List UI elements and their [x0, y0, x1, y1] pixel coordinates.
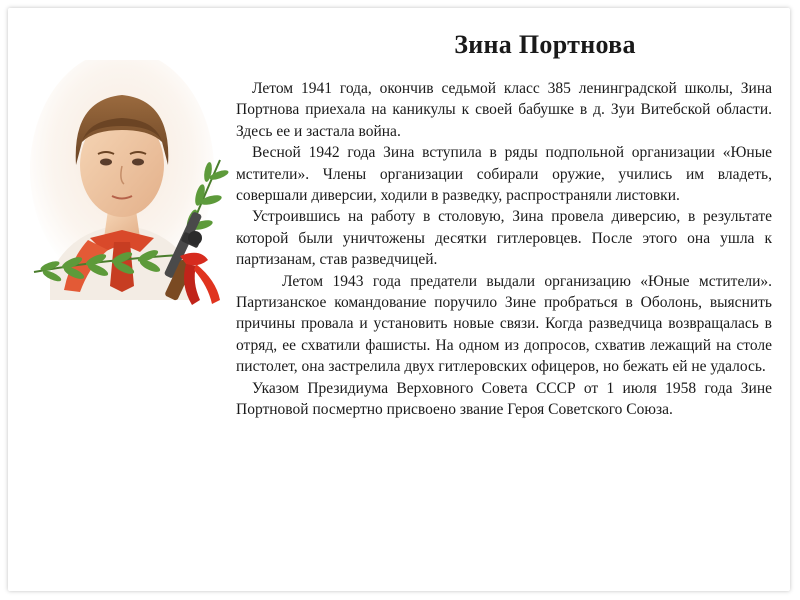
- paragraph-summer-1943: Летом 1943 года предатели выдали организацию «Юные мстители». Партизанское командование поручило Зине пробраться в Оболонь, выяснить причины провала и установить новые связи. Когда разведчица возвращалась в отряд, ее схватили фашисты. На одном из допросов, схватив лежащий на столе пистолет, она застрелила двух гитлеровских офицеров, но бежать ей не удалось.: [236, 272, 772, 376]
- portrait-illustration: [30, 60, 230, 320]
- page-title: Зина Портнова: [454, 30, 636, 59]
- biography-text: [236, 78, 772, 421]
- paragraph-hero-award: Указом Президиума Верховного Совета СССР от 1 июля 1958 года Зине Портновой посмертно присвоено звание Героя Советского Союза.: [236, 379, 772, 419]
- paragraph-spring-1942: Весной 1942 года Зина вступила в ряды подпольной организации «Юные мстители». Члены организации собирали оружие, учились им владеть, совершали диверсии, ходили в разведку, распространяли листовки.: [236, 144, 772, 205]
- paragraph-canteen-diversion: Устроившись на работу в столовую, Зина провела диверсию, в результате которой были уничтожены десятки гитлеровцев. После этого она ушла к партизанам, став разведчицей.: [236, 208, 772, 269]
- paragraph-summer-1941: Летом 1941 года, окончив седьмой класс 385 ленинградской школы, Зина Портнова приехала на каникулы к своей бабушке в д. Зуи Витебской области. Здесь ее и застала война.: [236, 80, 772, 140]
